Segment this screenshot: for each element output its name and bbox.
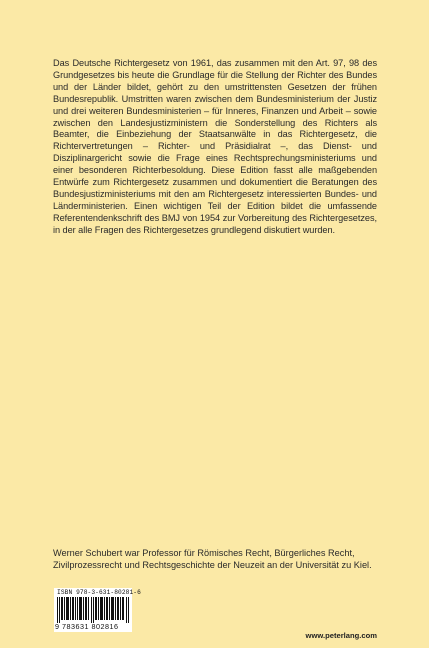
- back-cover-blurb: Das Deutsche Richtergesetz von 1961, das zusammen mit den Art. 97, 98 des Grundgesetzes bis heute die Grundlage für die Stellung der Richter des Bundes und der Länder bildet, gehört zu den umstrittensten Gesetzen der frühen Bundesrepublik. Umstritten waren zwischen dem Bundesministerium der Justiz und drei weiteren Bundesministerien – für Inneres, Finanzen und Arbeit – sowie zwischen den Landesjustizministern die Sonderstellung des Richters als Beamter, die Einbeziehung der Staatsanwälte in das Richtergesetz, die Richtervertretungen – Richter- und Präsidialrat –, das Dienst- und Disziplinargericht sowie die Frage eines Rechtsprechungsministeriums und einer besonderen Richterbesoldung. Diese Edition fasst alle maßgebenden Entwürfe zum Richtergesetz zusammen und dokumentiert die Beratungen des Bundesjustizministeriums mit den am Richtergesetz interessierten Bundes- und Länderministerien. Einen wichtigen Teil der Edition bildet die umfassende Referentendenkschrift des BMJ von 1954 zur Vorbereitung des Richtergesetzes, in der alle Fragen des Richtergesetzes grundlegend diskutiert wurden.: [53, 58, 377, 235]
- barcode-digits: 9 783631 802816: [55, 622, 119, 631]
- publisher-url[interactable]: www.peterlang.com: [305, 631, 377, 640]
- isbn-barcode-block: [54, 588, 141, 632]
- author-note: Werner Schubert war Professor für Römisches Recht, Bürgerliches Recht, Zivilprozessrecht und Rechtsgeschichte der Neuzeit an der Universität zu Kiel.: [53, 548, 372, 570]
- barcode-icon: [57, 597, 129, 623]
- isbn-label: ISBN 978-3-631-80281-6: [57, 589, 141, 596]
